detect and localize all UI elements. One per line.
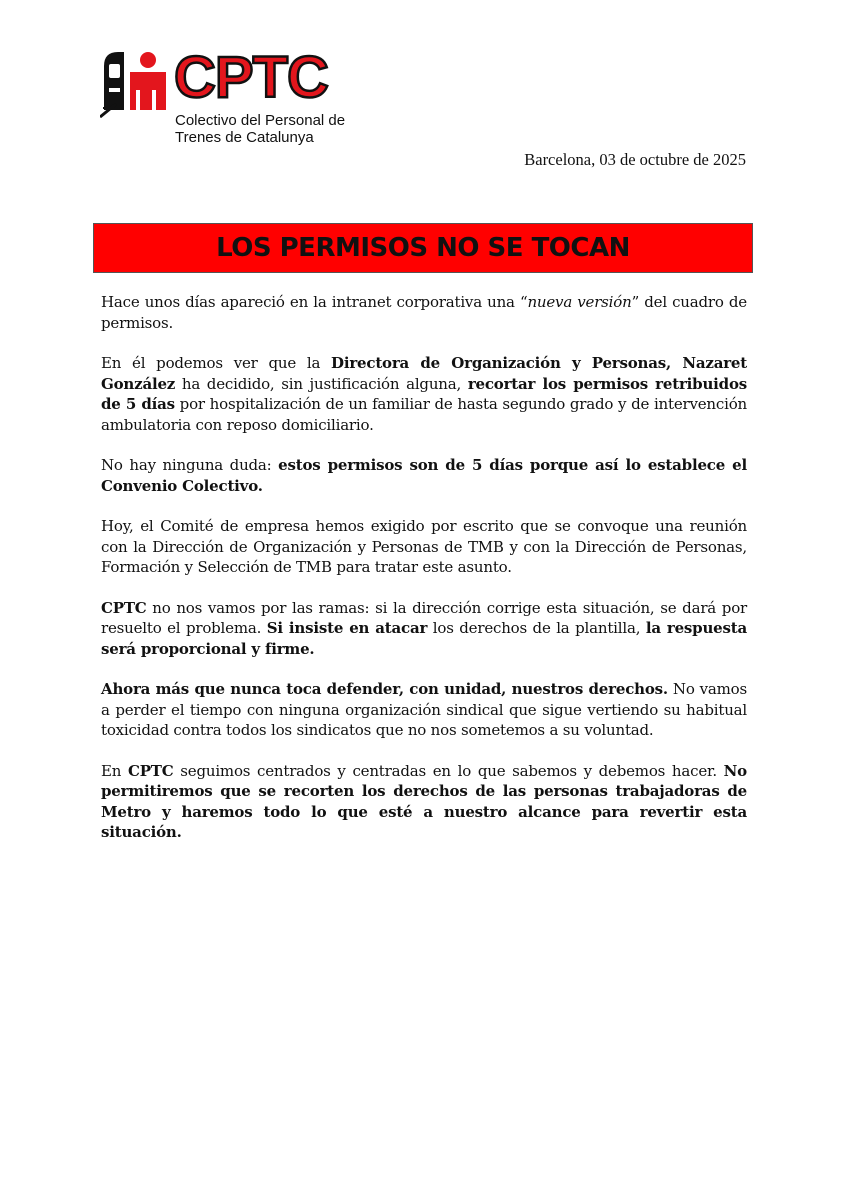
text-segment: ha decidido, sin justificación alguna, [175, 374, 468, 393]
text-segment: recortar los permisos retribuidos de 5 días [101, 374, 747, 413]
text-segment: ” del cuadro de permisos. [101, 293, 747, 332]
paragraph [101, 598, 747, 660]
text-segment: No vamos a perder el tiempo con ninguna organización sindical que sigue vertiendo su habitual toxicidad contra todos los sindicatos que no nos sometemos a su voluntad. [101, 680, 747, 739]
text-segment: seguimos centrados y centradas en lo que sabemos y debemos hacer. [173, 761, 724, 780]
text-segment: Directora de Organización y Personas, Nazaret González [101, 354, 747, 393]
org-name-line2: Trenes de Catalunya [175, 129, 314, 146]
text-segment: En [101, 761, 128, 780]
text-segment: Ahora más que nunca toca defender, con unidad, nuestros derechos. [101, 680, 668, 698]
text-segment: Hoy, el Comité de empresa hemos exigido por escrito que se convoque una reunión con la Dirección de Organización y Personas de TMB y con la Dirección de Personas, Formación y Selección de TMB para tratar este asunto. [101, 517, 747, 576]
document-title: LOS PERMISOS NO SE TOCAN [216, 233, 630, 263]
text-segment: Hace unos días apareció en la intranet corporativa una “ [101, 293, 528, 311]
title-banner [93, 223, 753, 273]
org-name [175, 112, 345, 146]
text-segment: No hay ninguna duda: [101, 456, 279, 474]
paragraph [101, 679, 747, 741]
paragraph [101, 292, 747, 333]
text-segment: los derechos de la plantilla, [427, 619, 646, 637]
paragraph [101, 761, 747, 843]
paragraph [101, 516, 747, 578]
cptc-logo [100, 45, 380, 148]
text-segment: Si insiste en atacar [266, 619, 428, 637]
text-segment: la respuesta será proporcional y firme. [101, 619, 748, 658]
text-segment: estos permisos son de 5 días porque así lo establece el Convenio Colectivo. [101, 456, 747, 495]
text-segment: nueva versión [527, 293, 632, 311]
document-body [101, 292, 747, 863]
text-segment: no nos vamos por las ramas: si la dirección corrige esta situación, se dará por resuelto el problema. [101, 598, 747, 637]
text-segment: En él podemos ver que la [101, 354, 332, 372]
paragraph [101, 455, 747, 496]
text-segment: No permitiremos que se recorten los derechos de las personas trabajadoras de Metro y haremos todo lo que esté a nuestro alcance para revertir esta situación. [101, 761, 747, 841]
paragraph [101, 353, 747, 435]
train-person-logo-icon [100, 48, 172, 118]
org-name-line1: Colectivo del Personal de [175, 112, 346, 129]
text-segment: por hospitalización de un familiar de hasta segundo grado y de intervención ambulatoria con reposo domiciliario. [101, 395, 747, 434]
logo-acronym: CPTC [174, 45, 328, 110]
document-date: Barcelona, 03 de octubre de 2025 [524, 150, 746, 169]
text-segment: CPTC [101, 598, 147, 617]
text-segment: CPTC [127, 761, 174, 780]
